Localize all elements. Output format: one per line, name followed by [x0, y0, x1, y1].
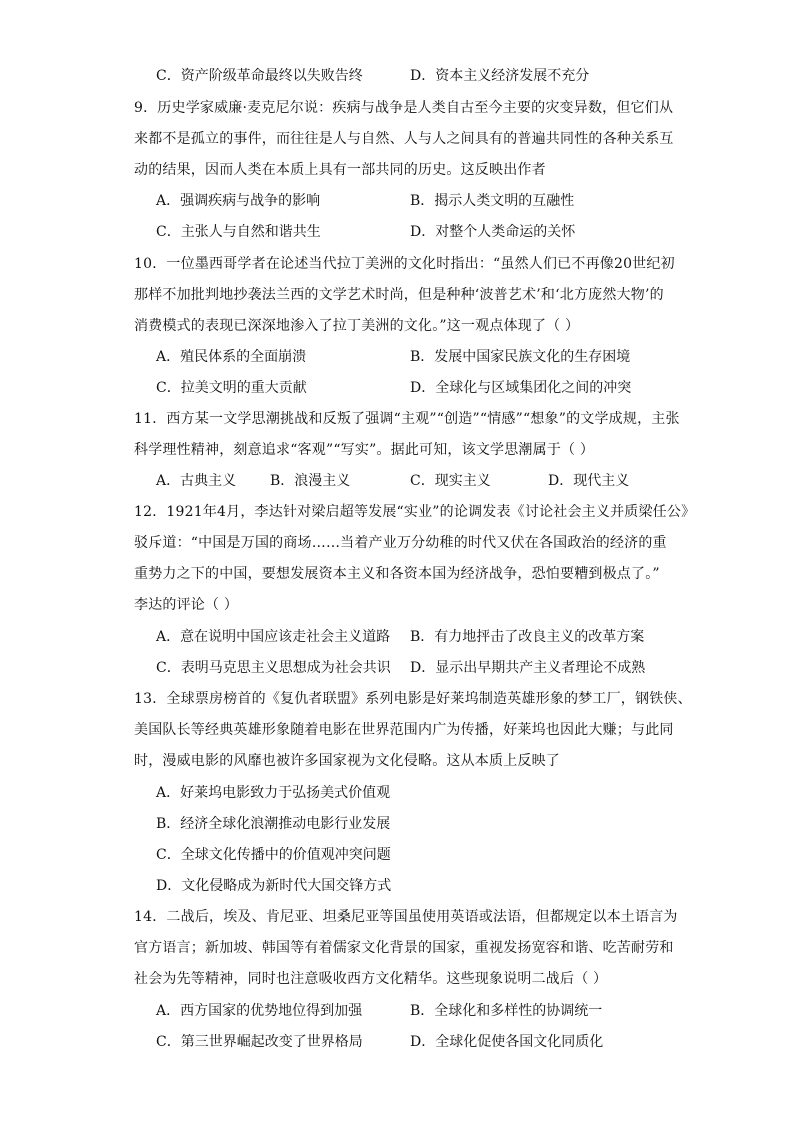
q12-option-d: D．显示出早期共产主义者理论不成熟: [410, 660, 646, 676]
q14-stem-line-1: 14．二战后，埃及、肯尼亚、坦桑尼亚等国虽使用英语或法语，但都规定以本土语言为: [134, 909, 678, 925]
q14-option-c: C．第三世界崛起改变了世界格局: [156, 1034, 363, 1050]
q13-option-c: C．全球文化传播中的价值观冲突问题: [156, 847, 391, 863]
q12-option-b: B．有力地抨击了改良主义的改革方案: [410, 629, 645, 645]
q10-stem-line-1: 10．一位墨西哥学者在论述当代拉丁美洲的文化时指出：“虽然人们已不再像20世纪初: [134, 256, 675, 272]
q9-stem-line-2: 来都不是孤立的事件，而往往是人与自然、人与人之间具有的普遍共同性的各种关系互: [134, 131, 674, 147]
q9-option-d: D．对整个人类命运的关怀: [410, 224, 576, 240]
q13-option-d: D．文化侵略成为新时代大国交锋方式: [156, 878, 392, 894]
q14-option-b: B．全球化和多样性的协调统一: [410, 1003, 603, 1019]
q9-stem-line-3: 动的结果，因而人类在本质上具有一部共同的历史。这反映出作者: [134, 162, 546, 178]
q12-stem-line-2: 驳斥道：“中国是万国的商场……当着产业万分幼稚的时代又伏在各国政治的经济的重: [134, 535, 667, 551]
q10-option-d: D．全球化与区域集团化之间的冲突: [410, 380, 632, 396]
q12-stem-line-3: 重势力之下的中国，要想发展资本主义和各资本国为经济战争，恐怕要糟到极点了。”: [134, 566, 660, 582]
q13-stem-line-1: 13．全球票房榜首的《复仇者联盟》系列电影是好莱坞制造英雄形象的梦工厂，钢铁侠、: [134, 691, 692, 707]
q12-stem-line-4: 李达的评论（ ）: [134, 597, 239, 613]
q10-stem-line-3: 消费模式的表现已深深地渗入了拉丁美洲的文化。”这一观点体现了（ ）: [134, 318, 580, 334]
q13-option-a: A．好莱坞电影致力于弘扬美式价值观: [156, 785, 391, 801]
q9-stem-line-1: 9．历史学家威廉·麦克尼尔说：疾病与战争是人类自古至今主要的灾变异数，但它们从: [134, 100, 674, 116]
q14-option-a: A．西方国家的优势地位得到加强: [156, 1003, 363, 1019]
q11-option-c: C．现实主义: [410, 473, 491, 489]
q10-option-b: B．发展中国家民族文化的生存困境: [410, 349, 631, 365]
q9-option-c: C．主张人与自然和谐共生: [156, 224, 321, 240]
q11-option-d: D．现代主义: [548, 473, 630, 489]
q9-option-b: B．揭示人类文明的互融性: [410, 193, 575, 209]
q10-stem-line-2: 那样不加批判地抄袭法兰西的文学艺术时尚，但是种种‘波普艺术’和‘北方庞然大物’的: [134, 287, 664, 303]
q13-stem-line-3: 时，漫威电影的风靡也被许多国家视为文化侵略。这从本质上反映了: [134, 753, 560, 769]
q11-option-b: B．浪漫主义: [270, 473, 351, 489]
q14-stem-line-3: 社会为先等精神，同时也注意吸收西方文化精华。这些现象说明二战后（ ）: [134, 971, 608, 987]
q13-stem-line-2: 美国队长等经典英雄形象随着电影在世界范围内广为传播，好莱坞也因此大赚；与此同: [134, 722, 674, 738]
q8-option-c: C．资产阶级革命最终以失败告终: [156, 68, 363, 84]
q11-stem-line-2: 科学理性精神，刻意追求“客观”“写实”。据此可知，该文学思潮属于（ ）: [134, 442, 595, 458]
q12-stem-line-1: 12．1921年4月，李达针对梁启超等发展“实业”的论调发表《讨论社会主义并质梁任公》: [134, 504, 696, 520]
q11-option-a: A．古典主义: [156, 473, 237, 489]
q11-stem-line-1: 11．西方某一文学思潮挑战和反叛了强调“主观”“创造”“情感”“想象”的文学成规，主张: [134, 411, 680, 427]
q14-stem-line-2: 官方语言；新加坡、韩国等有着儒家文化背景的国家，重视发扬宽容和谐、吃苦耐劳和: [134, 940, 674, 956]
q8-option-d: D．资本主义经济发展不充分: [410, 68, 590, 84]
q9-option-a: A．强调疾病与战争的影响: [156, 193, 321, 209]
q14-option-d: D．全球化促使各国文化同质化: [410, 1034, 604, 1050]
q10-option-c: C．拉美文明的重大贡献: [156, 380, 307, 396]
q12-option-c: C．表明马克思主义思想成为社会共识: [156, 660, 391, 676]
q12-option-a: A．意在说明中国应该走社会主义道路: [156, 629, 391, 645]
q13-option-b: B．经济全球化浪潮推动电影行业发展: [156, 816, 391, 832]
q10-option-a: A．殖民体系的全面崩溃: [156, 349, 307, 365]
